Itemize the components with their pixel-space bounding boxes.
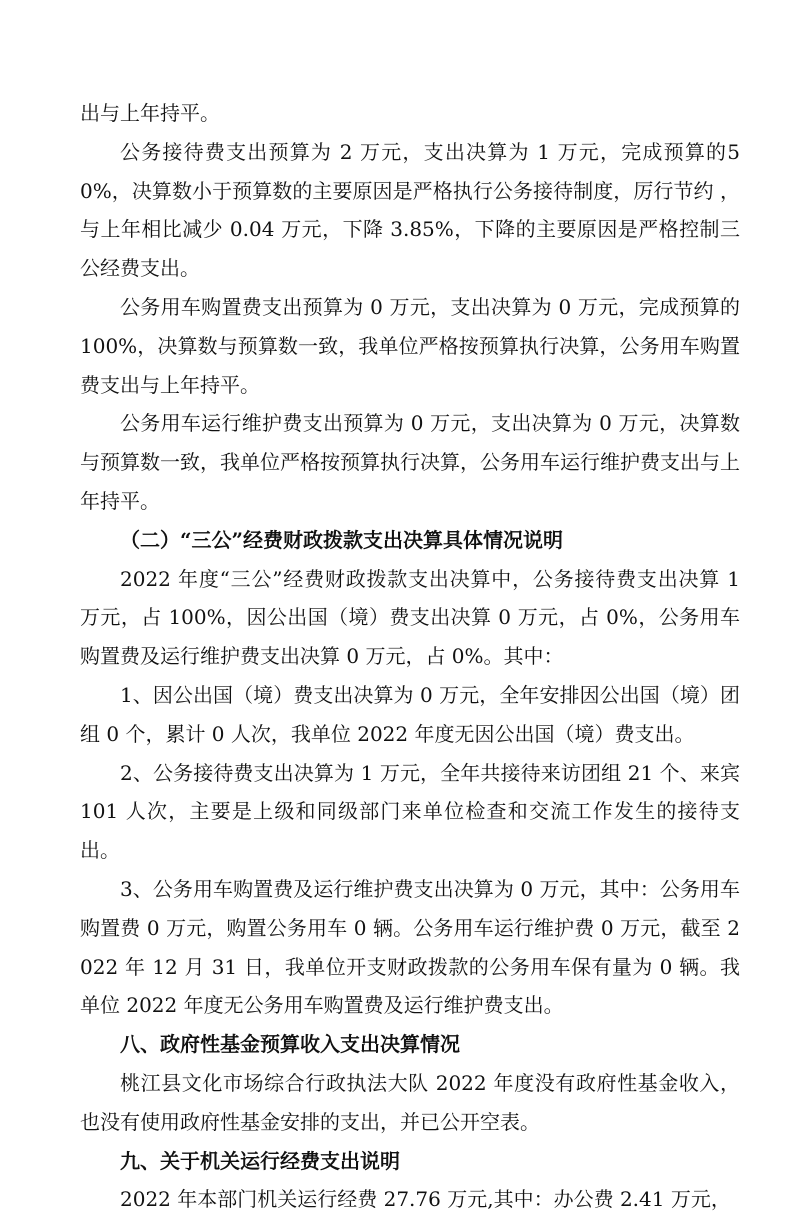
paragraph-operating-expense: 2022 年本部门机关运行经费 27.76 万元,其中：办公费 2.41 万元， [120, 1187, 731, 1212]
paragraph-vehicle-maintenance: 公务用车运行维护费支出预算为 0 万元，支出决算为 0 万元，决算数与预算数一致，我单位严格按预算执行决算，公务用车运行维护费支出与上年持平。 [80, 411, 740, 513]
document-body [80, 94, 740, 1219]
paragraph-reception-expense: 公务接待费支出预算为 2 万元，支出决算为 1 万元，完成预算的50%，决算数小于预算数的主要原因是严格执行公务接待制度，厉行节约 ，与上年相比减少 0.04 万元，下降 3.85%，下降的主要原因是严格控制三公经费支出。 [80, 139, 740, 281]
section-heading-government-fund: 八、政府性基金预算收入支出决算情况 [120, 1032, 460, 1057]
paragraph-continuation: 出与上年持平。 [80, 101, 220, 125]
paragraph-government-fund: 桃江县文化市场综合行政执法大队 2022 年度没有政府性基金收入，也没有使用政府性基金安排的支出，并已公开空表。 [80, 1070, 740, 1134]
paragraph-vehicle-purchase: 公务用车购置费支出预算为 0 万元，支出决算为 0 万元，完成预算的 100%，决算数与预算数一致，我单位严格按预算执行决算，公务用车购置费支出与上年持平。 [80, 294, 740, 397]
section-heading-operating-expense: 九、关于机关运行经费支出说明 [120, 1148, 400, 1173]
paragraph-vehicle-detail: 3、公务用车购置费及运行维护费支出决算为 0 万元，其中：公务用车购置费 0 万元，购置公务用车 0 辆。公务用车运行维护费 0 万元，截至 2022 年 12 月 31 日，我单位开支财政拨款的公务用车保有量为 0 辆。我单位 2022 年度无公务用车购置费及运行维护费支出。 [80, 876, 740, 1018]
paragraph-overseas-travel: 1、因公出国（境）费支出决算为 0 万元，全年安排因公出国（境）团组 0 个，累计 0 人次，我单位 2022 年度无因公出国（境）费支出。 [80, 682, 740, 746]
paragraph-three-public-summary: 2022 年度“三公”经费财政拨款支出决算中，公务接待费支出决算 1 万元，占 100%，因公出国（境）费支出决算 0 万元，占 0%，公务用车购置费及运行维护费支出决算 0 万元，占 0%。其中： [80, 566, 740, 669]
paragraph-reception-detail: 2、公务接待费支出决算为 1 万元，全年共接待来访团组 21 个、来宾 101 人次，主要是上级和同级部门来单位检查和交流工作发生的接待支出。 [80, 760, 740, 863]
section-heading-three-public: （二）“三公”经费财政拨款支出决算具体情况说明 [120, 527, 564, 552]
